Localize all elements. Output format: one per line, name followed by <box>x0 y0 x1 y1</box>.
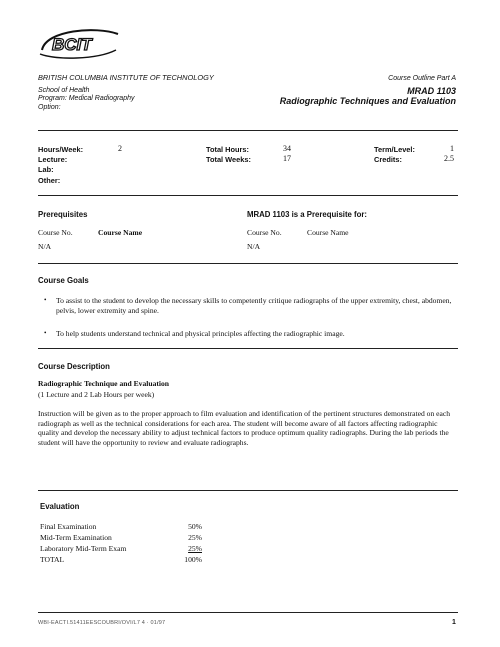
divider <box>38 348 458 349</box>
school-name: School of Health <box>38 86 90 94</box>
bcit-logo-graphic <box>36 24 122 64</box>
evaluation-row <box>40 533 210 542</box>
prereq-course-name-header: Course Name <box>98 228 143 237</box>
description-title: Course Description <box>38 362 110 371</box>
header-left <box>38 74 214 112</box>
description-hours: (1 Lecture and 2 Lab Hours per week) <box>38 390 155 399</box>
prereq-title: Prerequisites <box>38 210 88 219</box>
description-subtitle: Radiographic Technique and Evaluation <box>38 379 170 388</box>
total-hours-value: 34 <box>283 144 291 153</box>
divider <box>38 612 458 613</box>
goal-item <box>44 296 456 315</box>
goal-item-text: To help students understand technical and physical principles affecting the radiographic image. <box>56 329 345 338</box>
goal-item <box>44 329 456 339</box>
evaluation-row <box>40 555 210 564</box>
total-hours-label: Total Hours: <box>206 145 249 154</box>
term-value: 1 <box>450 144 454 153</box>
evaluation-title: Evaluation <box>40 502 80 511</box>
evaluation-pct: 100% <box>184 555 202 564</box>
description-body: Instruction will be given as to the proper approach to film evaluation and identification of the pertinent structures demonstrated on each radiograph as well as the technical considerations for each area. The student will become aware of all factors affecting radiographic quality and develop the necessary ability to adjust technical factors to produce optimum quality radiographs. During the lab periods the student will have the opportunity to review and evaluate radiographs. <box>38 409 451 447</box>
institute-name: BRITISH COLUMBIA INSTITUTE OF TECHNOLOGY <box>38 73 214 82</box>
goals-title: Course Goals <box>38 276 89 285</box>
evaluation-label: TOTAL <box>40 555 65 564</box>
divider <box>38 490 458 491</box>
footer-code: WBI-EACTI.51411EESCOUBRI/OVI/L7 4 · 01/97 <box>38 620 166 626</box>
prereq-value: N/A <box>38 242 52 251</box>
evaluation-pct: 50% <box>188 522 202 531</box>
logo-text: BCIT <box>52 35 92 54</box>
total-weeks-label: Total Weeks: <box>206 155 251 164</box>
program-name: Program: Medical Radiography <box>38 95 135 102</box>
divider <box>38 263 458 264</box>
prereq-for-course-no-header: Course No. <box>247 228 282 237</box>
hours-week-value: 2 <box>118 144 122 153</box>
evaluation-label: Laboratory Mid-Term Exam <box>40 544 127 553</box>
bullet-icon: • <box>44 329 47 337</box>
evaluation-pct: 25% <box>188 544 202 553</box>
divider <box>38 195 458 196</box>
prereq-for-value: N/A <box>247 242 261 251</box>
evaluation-row <box>40 522 210 531</box>
outline-label: Course Outline Part A <box>388 75 456 82</box>
evaluation-label: Final Examination <box>40 522 97 531</box>
course-code: MRAD 1103 <box>407 86 456 96</box>
header-right <box>280 74 456 106</box>
term-label: Term/Level: <box>374 145 415 154</box>
lab-label: Lab: <box>38 165 54 174</box>
evaluation-row <box>40 544 210 553</box>
divider <box>38 130 458 131</box>
credits-value: 2.5 <box>444 154 454 163</box>
prereq-course-no-header: Course No. <box>38 228 73 237</box>
evaluation-pct: 25% <box>188 533 202 542</box>
prereq-for-course-name-header: Course Name <box>307 228 349 237</box>
goal-item-text: To assist to the student to develop the necessary skills to competently critique radiographs of the upper extremity, chest, abdomen, pelvis, lower extremity and spine. <box>56 296 452 315</box>
bullet-icon: • <box>44 296 47 304</box>
other-label: Other: <box>38 176 61 185</box>
lecture-label: Lecture: <box>38 155 68 164</box>
page-number: 1 <box>452 619 456 626</box>
credits-label: Credits: <box>374 155 402 164</box>
evaluation-label: Mid-Term Examination <box>40 533 112 542</box>
prereq-for-title: MRAD 1103 is a Prerequisite for: <box>247 210 368 219</box>
hours-week-label: Hours/Week: <box>38 145 84 154</box>
total-weeks-value: 17 <box>283 154 291 163</box>
option-label: Option: <box>38 103 61 111</box>
bcit-logo <box>36 24 122 64</box>
course-title: Radiographic Techniques and Evaluation <box>279 96 456 106</box>
